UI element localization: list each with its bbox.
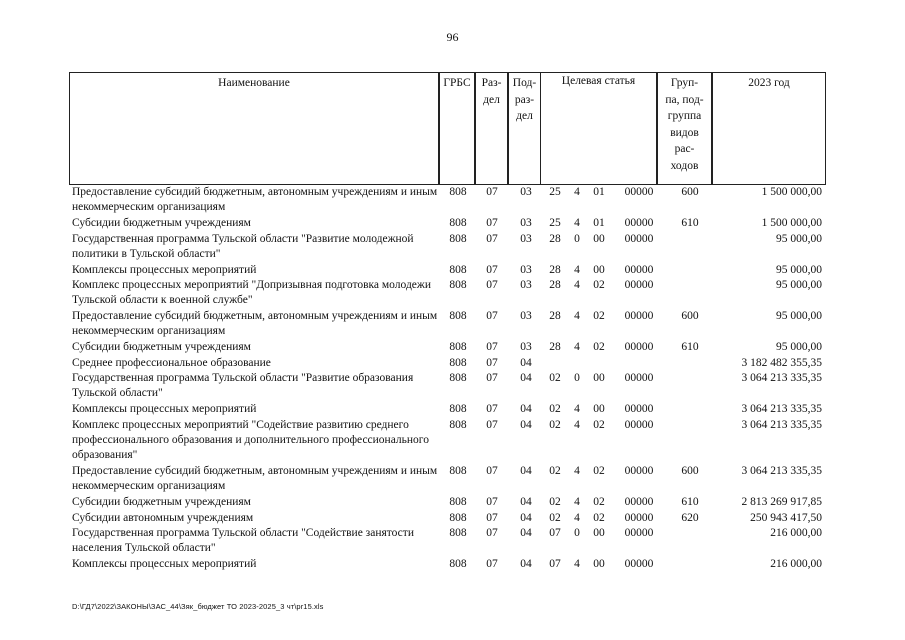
table-row xyxy=(0,232,905,263)
target-type-cell: 4 xyxy=(574,403,580,415)
header-target: Целевая статья xyxy=(561,75,636,87)
grbs-cell: 808 xyxy=(449,217,467,229)
target-program-cell: 07 xyxy=(549,558,561,570)
podrazdel-cell: 04 xyxy=(520,356,532,369)
table-row xyxy=(0,185,905,216)
podrazdel-cell: 03 xyxy=(520,341,532,353)
target-type-cell: 4 xyxy=(574,341,580,353)
grbs-cell: 808 xyxy=(449,372,467,384)
expense-group-cell: 610 xyxy=(681,341,699,353)
header-podrazdel: Под- раз- дел xyxy=(508,72,541,185)
amount-cell: 3 064 213 335,35 xyxy=(741,403,822,415)
target-type-cell: 4 xyxy=(574,186,580,198)
target-direction-cell: 00000 xyxy=(624,263,654,276)
amount-cell: 95 000,00 xyxy=(776,279,822,291)
target-program-cell: 02 xyxy=(549,511,561,524)
target-type-cell: 4 xyxy=(574,263,580,276)
header-target-box xyxy=(540,72,657,185)
razdel-cell: 07 xyxy=(486,263,498,276)
target-type-cell: 4 xyxy=(574,558,580,570)
amount-cell: 1 500 000,00 xyxy=(761,217,822,229)
target-direction-cell: 00000 xyxy=(624,372,654,384)
target-complex-cell: 01 xyxy=(593,186,605,198)
row-name: Государственная программа Тульской области "Развитие образования Тульской области" xyxy=(72,372,414,400)
target-program-cell: 07 xyxy=(549,527,561,539)
podrazdel-cell: 03 xyxy=(520,217,532,229)
razdel-cell: 07 xyxy=(486,372,498,384)
table-row xyxy=(0,495,905,511)
budget-table-body xyxy=(0,185,905,573)
table-row xyxy=(0,263,905,279)
grbs-cell: 808 xyxy=(449,279,467,291)
target-complex-cell: 00 xyxy=(593,403,605,415)
row-name: Предоставление субсидий бюджетным, автономным учреждениям и иным некоммерческим организациям xyxy=(72,310,438,338)
table-row xyxy=(0,557,905,573)
target-direction-cell: 00000 xyxy=(624,403,654,415)
header-year: 2023 год xyxy=(712,72,826,185)
target-type-cell: 4 xyxy=(574,310,580,322)
amount-cell: 3 182 482 355,35 xyxy=(741,356,822,369)
header-name: Наименование xyxy=(69,72,439,185)
podrazdel-cell: 03 xyxy=(520,186,532,198)
target-type-cell: 4 xyxy=(574,279,580,291)
amount-cell: 95 000,00 xyxy=(776,263,822,276)
podrazdel-cell: 03 xyxy=(520,279,532,291)
target-direction-cell: 00000 xyxy=(624,496,654,508)
grbs-cell: 808 xyxy=(449,186,467,198)
target-program-cell: 02 xyxy=(549,465,561,477)
razdel-cell: 07 xyxy=(486,511,498,524)
target-direction-cell: 00000 xyxy=(624,511,654,524)
razdel-cell: 07 xyxy=(486,279,498,291)
target-program-cell: 28 xyxy=(549,263,561,276)
razdel-cell: 07 xyxy=(486,232,498,245)
amount-cell: 3 064 213 335,35 xyxy=(741,372,822,384)
amount-cell: 1 500 000,00 xyxy=(761,186,822,198)
target-direction-cell: 00000 xyxy=(624,279,654,291)
target-type-cell: 4 xyxy=(574,217,580,229)
amount-cell: 216 000,00 xyxy=(770,527,822,539)
amount-cell: 2 813 269 917,85 xyxy=(741,496,822,508)
row-name: Субсидии бюджетным учреждениям xyxy=(72,217,251,229)
amount-cell: 3 064 213 335,35 xyxy=(741,418,822,431)
target-complex-cell: 00 xyxy=(593,558,605,570)
amount-cell: 3 064 213 335,35 xyxy=(741,465,822,477)
page-number: 96 xyxy=(446,30,459,44)
grbs-cell: 808 xyxy=(449,310,467,322)
row-name: Государственная программа Тульской области "Развитие молодежной политики в Тульской области" xyxy=(72,232,414,260)
grbs-cell: 808 xyxy=(449,403,467,415)
target-program-cell: 25 xyxy=(549,217,561,229)
row-name: Комплексы процессных мероприятий xyxy=(72,558,257,570)
expense-group-cell: 620 xyxy=(681,511,699,524)
table-row xyxy=(0,278,905,309)
expense-group-cell: 600 xyxy=(681,310,699,322)
table-row xyxy=(0,309,905,340)
header-grbs: ГРБС xyxy=(439,72,475,185)
grbs-cell: 808 xyxy=(449,527,467,539)
razdel-cell: 07 xyxy=(486,558,498,570)
row-name: Предоставление субсидий бюджетным, автономным учреждениям и иным некоммерческим организациям xyxy=(72,465,438,493)
target-complex-cell: 00 xyxy=(593,263,605,276)
razdel-cell: 07 xyxy=(486,403,498,415)
expense-group-cell: 610 xyxy=(681,217,699,229)
table-row xyxy=(0,464,905,495)
row-name: Субсидии автономным учреждениям xyxy=(72,511,254,524)
footer-file-path: D:\ГД7\2022\ЗАКОНЫ\ЗАС_44\Зяк_бюджет ТО 2023-2025_3 чт\pr15.xls xyxy=(72,602,324,611)
target-direction-cell: 00000 xyxy=(624,418,654,431)
target-type-cell: 4 xyxy=(574,511,580,524)
target-program-cell: 02 xyxy=(549,403,561,415)
razdel-cell: 07 xyxy=(486,418,498,431)
podrazdel-cell: 03 xyxy=(520,232,532,245)
expense-group-cell: 600 xyxy=(681,186,699,198)
target-complex-cell: 02 xyxy=(593,496,605,508)
target-complex-cell: 00 xyxy=(593,232,605,245)
target-program-cell: 02 xyxy=(549,418,561,431)
expense-group-cell: 610 xyxy=(681,496,699,508)
razdel-cell: 07 xyxy=(486,186,498,198)
target-complex-cell: 00 xyxy=(593,527,605,539)
podrazdel-cell: 04 xyxy=(520,511,532,524)
podrazdel-cell: 03 xyxy=(520,310,532,322)
row-name: Среднее профессиональное образование xyxy=(72,356,271,369)
grbs-cell: 808 xyxy=(449,232,467,245)
target-complex-cell: 02 xyxy=(593,279,605,291)
podrazdel-cell: 04 xyxy=(520,527,532,539)
razdel-cell: 07 xyxy=(486,217,498,229)
razdel-cell: 07 xyxy=(486,310,498,322)
target-complex-cell: 02 xyxy=(593,418,605,431)
target-direction-cell: 00000 xyxy=(624,310,654,322)
podrazdel-cell: 04 xyxy=(520,558,532,570)
row-name: Комплексы процессных мероприятий xyxy=(72,403,257,415)
header-razdel: Раз- дел xyxy=(475,72,508,185)
target-direction-cell: 00000 xyxy=(624,217,654,229)
target-direction-cell: 00000 xyxy=(624,232,654,245)
podrazdel-cell: 04 xyxy=(520,418,532,431)
target-type-cell: 0 xyxy=(574,527,580,539)
target-complex-cell: 02 xyxy=(593,341,605,353)
header-group: Груп- па, под- группа видов рас- ходов xyxy=(657,72,712,185)
podrazdel-cell: 04 xyxy=(520,403,532,415)
target-complex-cell: 01 xyxy=(593,217,605,229)
target-program-cell: 28 xyxy=(549,310,561,322)
grbs-cell: 808 xyxy=(449,558,467,570)
target-complex-cell: 02 xyxy=(593,310,605,322)
razdel-cell: 07 xyxy=(486,527,498,539)
target-program-cell: 02 xyxy=(549,372,561,384)
target-direction-cell: 00000 xyxy=(624,527,654,539)
target-type-cell: 0 xyxy=(574,232,580,245)
table-row xyxy=(0,356,905,372)
table-row xyxy=(0,526,905,557)
target-complex-cell: 02 xyxy=(593,465,605,477)
razdel-cell: 07 xyxy=(486,496,498,508)
row-name: Комплекс процессных мероприятий "Допризывная подготовка молодежи Тульской области к военной службе" xyxy=(72,279,431,307)
row-name: Комплекс процессных мероприятий "Содействие развитию среднего профессионального образования и дополнительного профессионального образования" xyxy=(72,418,429,462)
table-row xyxy=(0,511,905,527)
table-row xyxy=(0,402,905,418)
target-direction-cell: 00000 xyxy=(624,465,654,477)
expense-group-cell: 600 xyxy=(681,465,699,477)
grbs-cell: 808 xyxy=(449,341,467,353)
target-type-cell: 4 xyxy=(574,418,580,431)
table-row xyxy=(0,216,905,232)
table-row xyxy=(0,340,905,356)
grbs-cell: 808 xyxy=(449,465,467,477)
target-program-cell: 28 xyxy=(549,341,561,353)
grbs-cell: 808 xyxy=(449,496,467,508)
row-name: Субсидии бюджетным учреждениям xyxy=(72,341,251,353)
podrazdel-cell: 04 xyxy=(520,496,532,508)
target-type-cell: 4 xyxy=(574,496,580,508)
grbs-cell: 808 xyxy=(449,263,467,276)
row-name: Комплексы процессных мероприятий xyxy=(72,263,257,276)
amount-cell: 95 000,00 xyxy=(776,310,822,322)
grbs-cell: 808 xyxy=(449,511,467,524)
target-direction-cell: 00000 xyxy=(624,341,654,353)
razdel-cell: 07 xyxy=(486,465,498,477)
grbs-cell: 808 xyxy=(449,356,467,369)
amount-cell: 216 000,00 xyxy=(770,558,822,570)
table-row xyxy=(0,418,905,465)
target-complex-cell: 02 xyxy=(593,511,605,524)
amount-cell: 95 000,00 xyxy=(776,232,822,245)
target-direction-cell: 00000 xyxy=(624,558,654,570)
target-program-cell: 25 xyxy=(549,186,561,198)
target-direction-cell: 00000 xyxy=(624,186,654,198)
target-type-cell: 0 xyxy=(574,372,580,384)
row-name: Предоставление субсидий бюджетным, автономным учреждениям и иным некоммерческим организациям xyxy=(72,186,438,214)
target-program-cell: 02 xyxy=(549,496,561,508)
row-name: Субсидии бюджетным учреждениям xyxy=(72,496,251,508)
target-type-cell: 4 xyxy=(574,465,580,477)
razdel-cell: 07 xyxy=(486,341,498,353)
table-row xyxy=(0,371,905,402)
amount-cell: 95 000,00 xyxy=(776,341,822,353)
razdel-cell: 07 xyxy=(486,356,498,369)
grbs-cell: 808 xyxy=(449,418,467,431)
target-program-cell: 28 xyxy=(549,232,561,245)
amount-cell: 250 943 417,50 xyxy=(750,511,822,524)
podrazdel-cell: 03 xyxy=(520,263,532,276)
podrazdel-cell: 04 xyxy=(520,465,532,477)
target-complex-cell: 00 xyxy=(593,372,605,384)
target-program-cell: 28 xyxy=(549,279,561,291)
podrazdel-cell: 04 xyxy=(520,372,532,384)
row-name: Государственная программа Тульской области "Содействие занятости населения Тульской области" xyxy=(72,527,414,555)
